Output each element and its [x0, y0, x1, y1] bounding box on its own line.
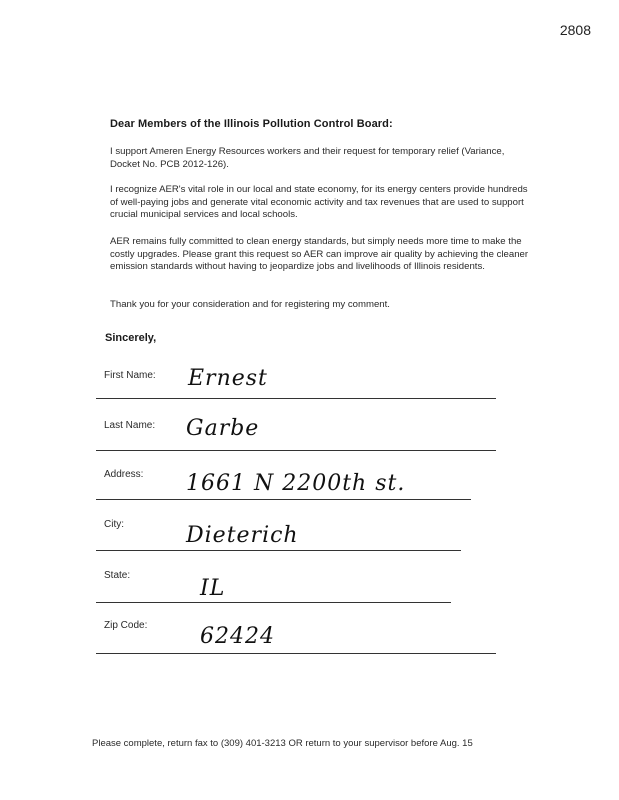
first-name-line	[96, 398, 496, 399]
last-name-line	[96, 450, 496, 451]
letter-closing: Sincerely,	[105, 332, 157, 344]
city-label: City:	[104, 519, 124, 530]
address-value[interactable]: 1661 N 2200th st.	[186, 471, 406, 496]
first-name-label: First Name:	[104, 370, 156, 381]
letter-paragraph: I recognize AER's vital role in our local and state economy, for its energy centers provide hundreds of well-paying jobs and generate vital economic activity and tax revenues that are used to support crucial municipal services and local schools.	[110, 184, 528, 220]
letter-salutation: Dear Members of the Illinois Pollution Control Board:	[110, 118, 393, 130]
address-label: Address:	[104, 469, 144, 480]
city-line	[96, 550, 461, 551]
last-name-value[interactable]: Garbe	[186, 416, 260, 441]
letter-paragraph: AER remains fully committed to clean energy standards, but simply needs more time to make the costly upgrades. Please grant this request so AER can improve air quality by achieving the cleaner emission standards without having to jeopardize jobs and livelihoods of Illinois residents.	[110, 236, 529, 272]
last-name-label: Last Name:	[104, 420, 156, 431]
footer-instructions: Please complete, return fax to (309) 401-3213 OR return to your supervisor before Aug. 15	[92, 738, 473, 749]
state-label: State:	[104, 570, 131, 581]
zip-code-line	[96, 653, 496, 654]
letter-paragraph: Thank you for your consideration and for registering my comment.	[110, 299, 390, 310]
zip-code-value[interactable]: 62424	[200, 624, 275, 649]
first-name-value[interactable]: Ernest	[188, 366, 268, 391]
state-value[interactable]: IL	[200, 576, 226, 601]
zip-code-label: Zip Code:	[104, 620, 148, 631]
state-line	[96, 602, 451, 603]
city-value[interactable]: Dieterich	[186, 523, 299, 548]
address-line	[96, 499, 471, 500]
page-number: 2808	[559, 22, 591, 38]
letter-paragraph: I support Ameren Energy Resources workers and their request for temporary relief (Variance, Docket No. PCB 2012-126).	[110, 146, 505, 170]
